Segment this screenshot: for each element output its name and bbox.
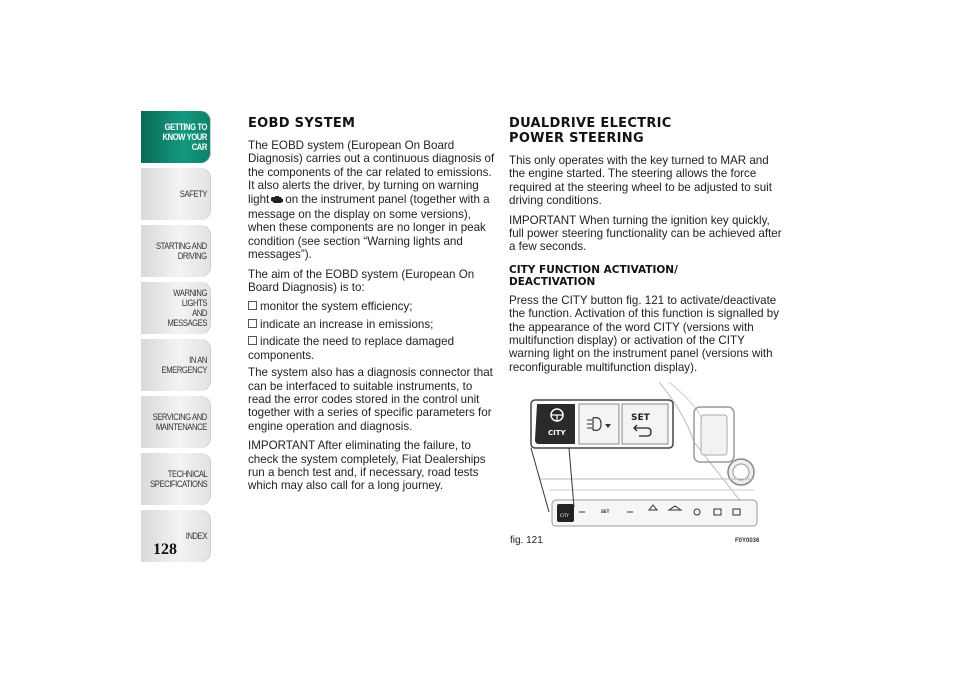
checkbox-bullet-icon <box>248 301 257 310</box>
paragraph: IMPORTANT When turning the ignition key quickly, full power steering functionality can be achieved after a few seconds. <box>509 213 782 254</box>
engine-warning-icon <box>270 194 284 208</box>
paragraph <box>248 139 496 262</box>
small-city-label: CITY <box>560 513 569 518</box>
tab-label: GETTING TO KNOW YOUR CAR <box>162 122 207 152</box>
dashboard-illustration <box>509 382 761 532</box>
paragraph: Press the CITY button fig. 121 to activate/deactivate the function. Activation of this function is signalled by the appearance of the word CITY (versions with multifunction display) or activation of the CITY warning light on the instrument panel (versions with reconfigurable multifunction display). <box>509 293 780 374</box>
city-button-label: CITY <box>548 429 566 437</box>
tab-warning-lights[interactable] <box>141 282 211 334</box>
text: The EOBD system (European On Board Diagnosis) carries out a continuous diagnosis of the components of the car related to emissions. It also alerts the driver, by turning on warning light <box>248 139 495 206</box>
text: monitor the system efficiency; <box>260 300 413 314</box>
section-title <box>509 116 784 146</box>
subtitle-line: DEACTIVATION <box>509 275 596 288</box>
list-item <box>248 335 496 362</box>
tab-emergency[interactable] <box>141 339 211 391</box>
small-set-label: SET <box>601 509 610 514</box>
text: on the instrument panel (together with a message on the display on some versions), when these components are no longer in peak condition (see section “Warning lights and messages”). <box>248 192 490 262</box>
list-item <box>248 300 496 313</box>
page-number: 128 <box>153 541 177 558</box>
tab-label: IN AN EMERGENCY <box>161 355 207 375</box>
tab-label: SERVICING AND MAINTENANCE <box>152 412 207 432</box>
subtitle-line: CITY FUNCTION ACTIVATION/ <box>509 263 678 276</box>
paragraph: The system also has a diagnosis connector that can be interfaced to suitable instruments, to read the error codes stored in the control unit together with a series of specific parameters for engine operation and diagnosis. <box>248 366 493 433</box>
list-item <box>248 318 496 331</box>
paragraph: This only operates with the key turned to MAR and the engine started. The steering allows the force required at the steering wheel to be adjusted to suit driving conditions. <box>509 154 772 208</box>
title-line: POWER STEERING <box>509 131 644 146</box>
checkbox-bullet-icon <box>248 336 257 345</box>
tab-label: SAFETY <box>179 189 207 199</box>
tab-label: WARNING LIGHTS AND MESSAGES <box>167 288 207 328</box>
tab-technical[interactable] <box>141 453 211 505</box>
tab-label: INDEX <box>185 531 207 541</box>
tab-label: STARTING AND DRIVING <box>156 241 207 261</box>
tab-label: TECHNICAL SPECIFICATIONS <box>149 469 207 489</box>
dualdrive-section <box>509 110 784 380</box>
section-title: EOBD SYSTEM <box>248 116 356 131</box>
paragraph: IMPORTANT After eliminating the failure, to check the system completely, Fiat Dealerships run a bench test and, if necessary, road tests which may also call for a long journey. <box>248 439 486 493</box>
paragraph: The aim of the EOBD system (European On Board Diagnosis) is to: <box>248 267 475 295</box>
figure-code: F0Y0036 <box>735 538 760 544</box>
figure-caption: fig. 121 <box>510 535 543 546</box>
title-line: DUALDRIVE ELECTRIC <box>509 116 672 131</box>
tab-getting-to-know[interactable] <box>141 111 211 163</box>
tab-starting-driving[interactable] <box>141 225 211 277</box>
figure-dashboard <box>509 382 761 532</box>
checkbox-bullet-icon <box>248 319 257 328</box>
set-button-label: SET <box>631 413 650 423</box>
chapter-tabs <box>141 111 211 567</box>
tab-servicing[interactable] <box>141 396 211 448</box>
text: indicate the need to replace damaged components. <box>248 335 455 362</box>
eobd-section <box>248 110 496 499</box>
tab-safety[interactable] <box>141 168 211 220</box>
subsection-title <box>509 264 784 288</box>
text: indicate an increase in emissions; <box>260 317 434 331</box>
